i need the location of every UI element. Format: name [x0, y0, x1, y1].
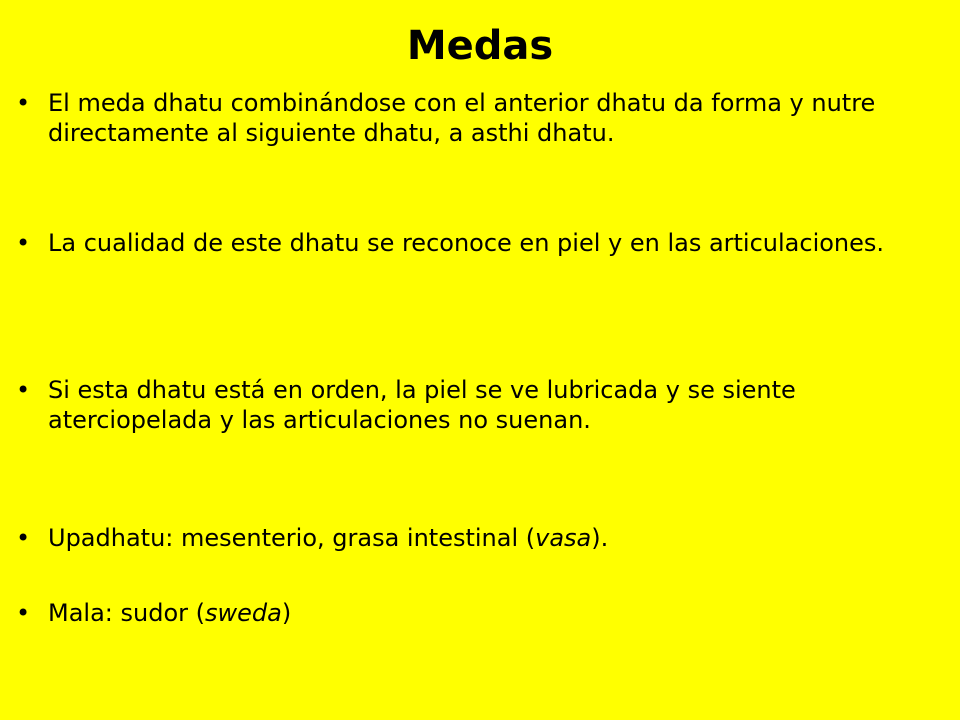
bullet-text: Si esta dhatu está en orden, la piel se ve lubricada y se siente aterciopelada y las articulaciones no suenan. [48, 376, 796, 434]
bullet-item-3 [16, 375, 946, 435]
bullet-text-prefix: Upadhatu: mesenterio, grasa intestinal ( [48, 524, 536, 552]
bullet-text-italic: sweda [205, 599, 282, 627]
bullet-item-5 [16, 598, 946, 628]
bullet-text-italic: vasa [535, 524, 592, 552]
bullet-text-prefix: Mala: sudor ( [48, 599, 205, 627]
bullet-text: El meda dhatu combinándose con el anterior dhatu da forma y nutre directamente al siguiente dhatu, a asthi dhatu. [48, 89, 876, 147]
bullet-text [48, 598, 946, 628]
bullet-icon: • [16, 599, 31, 627]
bullet-text: La cualidad de este dhatu se reconoce en piel y en las articulaciones. [48, 229, 885, 257]
bullet-text-suffix: ) [281, 599, 292, 627]
bullet-item-1 [16, 88, 946, 148]
bullet-icon: • [16, 89, 31, 117]
bullet-icon: • [16, 229, 31, 257]
bullet-text-suffix: ). [591, 524, 609, 552]
slide-title: Medas [406, 23, 554, 69]
bullet-item-4 [16, 523, 946, 553]
bullet-icon: • [16, 524, 31, 552]
bullet-icon: • [16, 376, 31, 404]
bullet-item-2 [16, 228, 946, 258]
bullet-text [48, 523, 946, 553]
